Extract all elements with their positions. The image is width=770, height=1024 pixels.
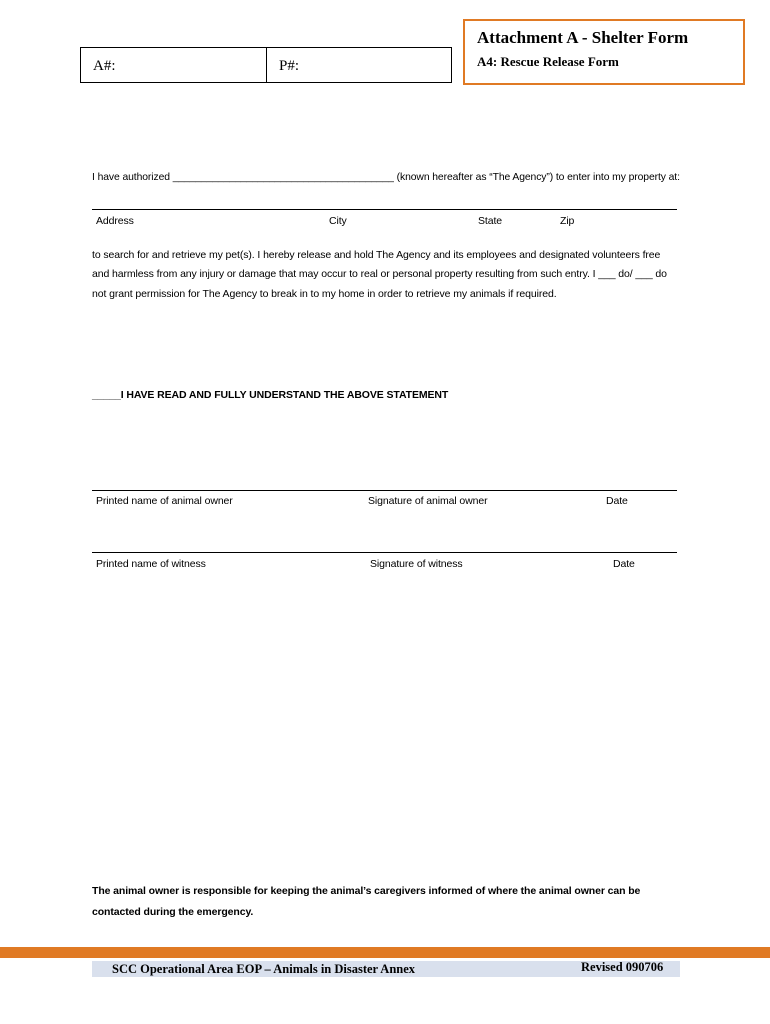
- footer-accent-bar: [0, 947, 770, 958]
- form-subtitle: A4: Rescue Release Form: [477, 54, 619, 69]
- state-label: State: [478, 215, 503, 227]
- form-header-box: [463, 19, 745, 85]
- owner-printed-name-label: Printed name of animal owner: [96, 495, 233, 507]
- footer-document-title: SCC Operational Area EOP – Animals in Disaster Annex: [112, 962, 416, 976]
- address-label: Address: [96, 215, 134, 227]
- owner-signature-line[interactable]: [92, 490, 677, 491]
- form-title: Attachment A - Shelter Form: [477, 28, 689, 47]
- p-number-field[interactable]: P#:: [279, 58, 300, 74]
- acknowledgement-statement: _____I HAVE READ AND FULLY UNDERSTAND THE ABOVE STATEMENT: [92, 389, 449, 401]
- city-label: City: [329, 215, 347, 227]
- authorization-line: I have authorized _______________________________________ (known hereafter as “The Agency”) to enter into my property at:: [92, 171, 680, 183]
- notice-line-1: The animal owner is responsible for keeping the animal’s caregivers informed of where the animal owner can be: [92, 885, 641, 897]
- notice-line-2: contacted during the emergency.: [92, 906, 254, 918]
- release-text-line-2: and harmless from any injury or damage that may occur to real or personal property resulting from such entry. I ___ do/ ___ do: [92, 268, 667, 280]
- witness-printed-name-label: Printed name of witness: [96, 558, 206, 570]
- witness-date-label: Date: [613, 558, 635, 570]
- id-number-table: [80, 47, 452, 83]
- a-number-field[interactable]: A#:: [81, 48, 267, 82]
- address-blank-line[interactable]: [92, 209, 677, 210]
- witness-signature-line[interactable]: [92, 552, 677, 553]
- owner-date-label: Date: [606, 495, 628, 507]
- release-text-line-1: to search for and retrieve my pet(s). I hereby release and hold The Agency and its employees and designated volunteers free: [92, 249, 661, 261]
- owner-signature-label: Signature of animal owner: [368, 495, 488, 507]
- witness-signature-label: Signature of witness: [370, 558, 463, 570]
- footer-revision: Revised 090706: [581, 960, 664, 974]
- zip-label: Zip: [560, 215, 575, 227]
- release-text-line-3: not grant permission for The Agency to break in to my home in order to retrieve my animals if required.: [92, 288, 557, 300]
